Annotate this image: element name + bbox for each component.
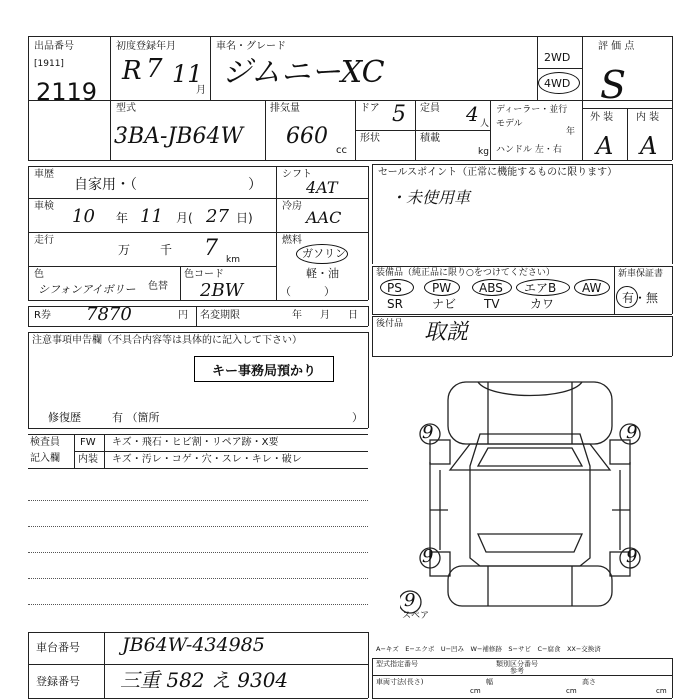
key-office-stamp: キー事務局預かり (194, 356, 334, 382)
history-close: ） (248, 177, 262, 193)
mileage-man: 万 (118, 243, 131, 257)
grade-ext-label: 外 装 (590, 112, 614, 123)
inspection-month: 11 (140, 206, 163, 227)
lot-label: 出品番号 (34, 41, 74, 52)
sales-point-label: セールスポイント（正常に機能するものに限ります） (378, 167, 618, 178)
chassis-value: JB64W-434985 (122, 634, 265, 656)
seats-value: 4 (466, 102, 479, 126)
equip-aw: AW (582, 281, 602, 295)
class-number-label: 類別区分番号 (496, 660, 538, 668)
aftermarket-label: 後付品 (376, 319, 404, 329)
cm-unit-1: cm (470, 687, 481, 695)
grade-label: 評 価 点 (598, 41, 635, 52)
repair-value: 有 （箇所 (112, 411, 160, 424)
width-label: 幅 (486, 678, 493, 686)
cm-unit-2: cm (566, 687, 577, 695)
inspector-label-2: 記入欄 (30, 453, 60, 464)
grade-value: S (600, 63, 627, 107)
equip-leather: カワ (530, 297, 555, 311)
equip-tv: TV (484, 297, 500, 311)
aircon-label: 冷房 (282, 201, 302, 212)
color-code-label: 色コード (184, 269, 224, 280)
reference-label: 参考 (510, 667, 524, 675)
name-change-day: 日 (348, 310, 358, 321)
cargo-unit: kg (478, 147, 489, 157)
first-reg-month: 11 (172, 60, 203, 88)
spare-label: スペア (402, 611, 430, 621)
mark-front-right: 9 (626, 422, 638, 443)
fuel-gasoline: ガソリン (302, 247, 346, 260)
doors-label: ドア (360, 103, 380, 114)
repair-close: ） (352, 411, 363, 424)
cargo-label: 積載 (420, 133, 440, 144)
model-year-label: モデル (496, 119, 523, 129)
chassis-label: 車台番号 (36, 641, 80, 654)
name-change-month: 月 (320, 310, 330, 321)
inspection-day: 27 (206, 206, 229, 227)
first-reg-label: 初度登録年月 (116, 41, 176, 52)
height-label: 高さ (582, 678, 596, 686)
fw-label: FW (80, 437, 96, 448)
name-change-label: 名変期限 (200, 310, 240, 321)
displacement-value: 660 (286, 124, 328, 149)
inspection-year: 10 (72, 206, 95, 227)
color-code: 2BW (200, 280, 244, 301)
fuel-diesel: 軽・油 (306, 267, 339, 280)
inner-items: キズ・汚レ・コゲ・穴・スレ・キレ・破レ (112, 454, 302, 465)
dimension-label: 車両寸法(長さ) (376, 678, 424, 686)
repair-label: 修復歴 (48, 411, 81, 424)
recycle-label: R券 (34, 310, 51, 321)
model-year-unit: 年 (566, 127, 576, 137)
inspection-day-unit: 日) (236, 211, 253, 225)
plate-value: 三重 582 え 9304 (120, 668, 289, 692)
sales-point-value: ・未使用車 (390, 188, 471, 207)
damage-legend: A−キズ E−エクボ U−凹み W−補修跡 S−サビ C−腐食 XX−交換済 (376, 645, 601, 653)
warranty-label: 新車保証書 (618, 269, 664, 279)
car-name-value: ジムニーXC (222, 55, 385, 90)
color-value: シフォンアイボリー (38, 283, 136, 296)
shift-label: シフト (282, 169, 312, 180)
seats-unit: 人 (480, 119, 490, 129)
grade-ext: A (596, 132, 614, 160)
recycle-value: 7870 (86, 304, 132, 325)
inspection-label: 車検 (34, 201, 54, 212)
cm-unit-3: cm (656, 687, 667, 695)
first-reg-suffix: 月 (196, 85, 206, 96)
mark-rear-left: 9 (422, 546, 434, 567)
seats-label: 定員 (420, 103, 440, 114)
grade-int: A (640, 132, 658, 160)
equip-abs: ABS (479, 281, 503, 295)
model-label: 型式 (116, 103, 136, 114)
car-body-diagram (400, 370, 660, 620)
recycle-unit: 円 (178, 310, 188, 321)
inspector-label-1: 検査員 (30, 437, 60, 448)
mileage-value: 7 (204, 236, 218, 261)
doors-value: 5 (392, 102, 406, 127)
handle-label: ハンドル 左・右 (496, 145, 562, 155)
mark-rear-right: 9 (626, 546, 638, 567)
history-label: 車歴 (34, 169, 54, 180)
shape-label: 形状 (360, 133, 380, 144)
equipment-label: 装備品（純正品に限り○をつけてください） (376, 268, 555, 278)
car-name-label: 車名・グレード (216, 41, 286, 52)
mileage-label: 走行 (34, 235, 54, 246)
equip-pw: PW (432, 281, 452, 295)
grade-int-label: 内 装 (636, 112, 660, 123)
displacement-label: 排気量 (270, 103, 300, 114)
lot-sub: [1911] (34, 59, 64, 69)
first-reg-era: R (122, 56, 142, 86)
plate-label: 登録番号 (36, 675, 80, 688)
dealer-label: ディーラー・並行 (496, 105, 568, 115)
equip-navi: ナビ (432, 297, 457, 311)
history-value: 自家用・（ (74, 177, 137, 193)
first-reg-year: 7 (146, 54, 163, 84)
fw-items: キズ・飛石・ヒビ割・リペア跡・X要 (112, 437, 279, 448)
notes-label: 注意事項申告欄（不具合内容等は具体的に記入して下さい） (32, 335, 302, 346)
inner-label: 内装 (78, 454, 98, 465)
color-label: 色 (34, 269, 44, 280)
mileage-sen: 千 (160, 243, 173, 257)
lot-number: 2119 (36, 78, 98, 106)
repaint-label: 色替 (148, 281, 168, 292)
warranty-opts: 有・無 (622, 291, 659, 305)
shift-value: 4AT (306, 178, 338, 197)
displacement-unit: cc (336, 145, 347, 156)
drive-2wd: 2WD (544, 51, 571, 64)
inspection-month-unit: 月( (176, 211, 193, 225)
name-change-year: 年 (292, 310, 302, 321)
type-number-label: 型式指定番号 (376, 660, 418, 668)
drive-4wd: 4WD (544, 77, 571, 90)
aircon-value: AAC (306, 208, 342, 227)
equip-airb: エアB (524, 281, 557, 295)
equip-ps: PS (387, 281, 402, 295)
fuel-label: 燃料 (282, 235, 302, 246)
inspection-year-unit: 年 (116, 211, 129, 225)
mileage-unit: km (226, 255, 240, 265)
fuel-paren: （ ） (280, 285, 335, 298)
model-value: 3BA-JB64W (114, 124, 244, 149)
aftermarket-value: 取説 (424, 320, 469, 345)
equip-sr: SR (387, 297, 403, 311)
mark-front-left: 9 (422, 422, 434, 443)
mark-spare: 9 (404, 590, 416, 611)
